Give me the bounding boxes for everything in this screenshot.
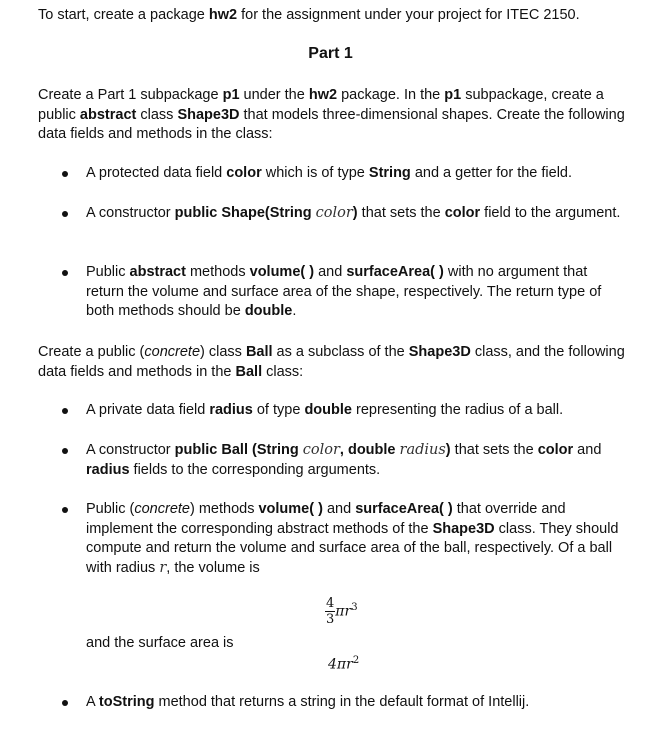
ball-paragraph: Create a public (concrete) class Ball as a subclass of the Shape3D class, and the following data fields and methods in the Ball class:	[38, 344, 625, 380]
list-item: A constructor public Ball (String color, double radius) that sets the color and radius fields to the corresponding arguments.	[86, 442, 602, 478]
surface-area-formula: $4\pi r^2$	[328, 655, 360, 673]
bullet-icon	[62, 171, 68, 177]
volume-fraction: $\frac{4}{3}$	[326, 596, 335, 627]
list-item: Public abstract methods volume( ) and surfaceArea( ) with no argument that return the volume and surface area of the shape, respectively. The return type of both methods should be double.	[86, 264, 602, 319]
bullet-icon	[62, 700, 68, 706]
part1-heading: Part 1	[308, 45, 353, 62]
bullet-icon	[62, 408, 68, 414]
bullet-icon	[62, 448, 68, 454]
list-item: A private data field radius of type double representing the radius of a ball.	[86, 402, 564, 418]
list-item: A toString method that returns a string in the default format of Intellij.	[86, 694, 530, 710]
bullet-icon	[62, 270, 68, 276]
surface-area-text: and the surface area is	[86, 635, 234, 651]
list-item: A constructor public Shape(String color) that sets the color field to the argument.	[86, 205, 621, 221]
volume-formula: $\frac{4}{3}$ $\pi r^3$	[326, 596, 358, 627]
bullet-icon	[62, 507, 68, 513]
list-item: A protected data field color which is of type String and a getter for the field.	[86, 165, 573, 181]
package-name: hw2	[208, 7, 238, 23]
intro-text-end: for the assignment under your project for ITEC 2150.	[237, 7, 580, 23]
part1-paragraph: Create a Part 1 subpackage p1 under the hw2 package. In the p1 subpackage, create a public abstract class Shape3D that models three-dimensional shapes. Create the following data fields and methods in the class:	[38, 87, 625, 142]
list-item: Public (concrete) methods volume( ) and surfaceArea( ) that override and implement the corresponding abstract methods of the Shape3D class. They should compute and return the volume and surface area of the ball, respectively. Of a ball with radius r, the volume is	[86, 501, 619, 576]
bullet-icon	[62, 211, 68, 217]
intro-text: To start, create a package	[38, 7, 209, 23]
intro-line	[38, 6, 628, 26]
